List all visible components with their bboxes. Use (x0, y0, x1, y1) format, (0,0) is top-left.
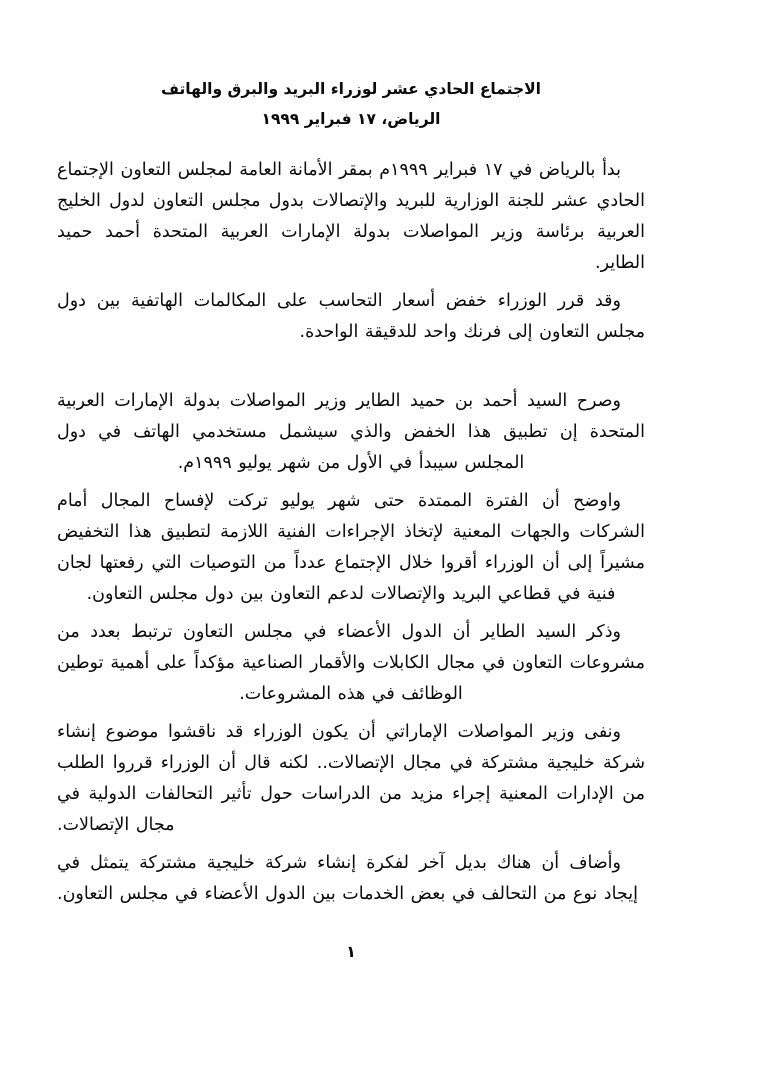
paragraph-2: وقد قرر الوزراء خفض أسعار التحاسب على المكالمات الهاتفية بين دول مجلس التعاون إلى فرنك واحد للدقيقة الواحدة. (57, 291, 645, 342)
paragraph-4: واوضح أن الفترة الممتدة حتى شهر يوليو تركت لإفساح المجال أمام الشركات والجهات المعنية لإتخاذ الإجراءات الفنية اللازمة لتطبيق هذا التخفيض مشيراً إلى أن الوزراء أقروا خلال الإجتماع عدداً من التوصيات التي رفعتها لجان فنية في قطاعي البريد والإتصالات لدعم التعاون بين دول مجلس التعاون. (57, 491, 645, 604)
paragraph-5: وذكر السيد الطاير أن الدول الأعضاء في مجلس التعاون ترتبط بعدد من مشروعات التعاون في مجال الكابلات والأقمار الصناعية مؤكداً على أهمية توطين الوظائف في هذه المشروعات. (57, 622, 645, 704)
page-number: ١ (346, 942, 356, 961)
document-content (57, 0, 645, 961)
paragraph-1: بدأ بالرياض في ١٧ فبراير ١٩٩٩م بمقر الأمانة العامة لمجلس التعاون الإجتماع الحادي عشر للجنة الوزارية للبريد والإتصالات بدول مجلس التعاون لدول الخليج العربية برئاسة وزير المواصلات بدولة الإمارات العربية المتحدة أحمد حميد الطاير. (57, 160, 645, 273)
paragraph-6: ونفى وزير المواصلات الإماراتي أن يكون الوزراء قد ناقشوا موضوع إنشاء شركة خليجية مشتركة في مجال الإتصالات.. لكنه قال أن الوزراء قرروا الطلب من الإدارات المعنية إجراء مزيد من الدراسات حول تأثير التحالفات الدولية في مجال الإتصالات. (57, 722, 645, 835)
paragraph-7: وأضاف أن هناك بديل آخر لفكرة إنشاء شركة خليجية مشتركة يتمثل في إيجاد نوع من التحالف في بعض الخدمات بين الدول الأعضاء في مجلس التعاون. (57, 853, 638, 904)
document-title (57, 74, 645, 134)
paragraph-3: وصرح السيد أحمد بن حميد الطاير وزير المواصلات بدولة الإمارات العربية المتحدة إن تطبيق هذا الخفض والذي سيشمل مستخدمي الهاتف في دول المجلس سيبدأ في الأول من شهر يوليو ١٩٩٩م. (57, 391, 645, 473)
document-body (57, 155, 645, 910)
document-title-line2: الرياض، ١٧ فبراير ١٩٩٩ (261, 110, 441, 128)
document-title-line1: الاجتماع الحادي عشر لوزراء البريد والبرق والهاتف (160, 80, 541, 98)
